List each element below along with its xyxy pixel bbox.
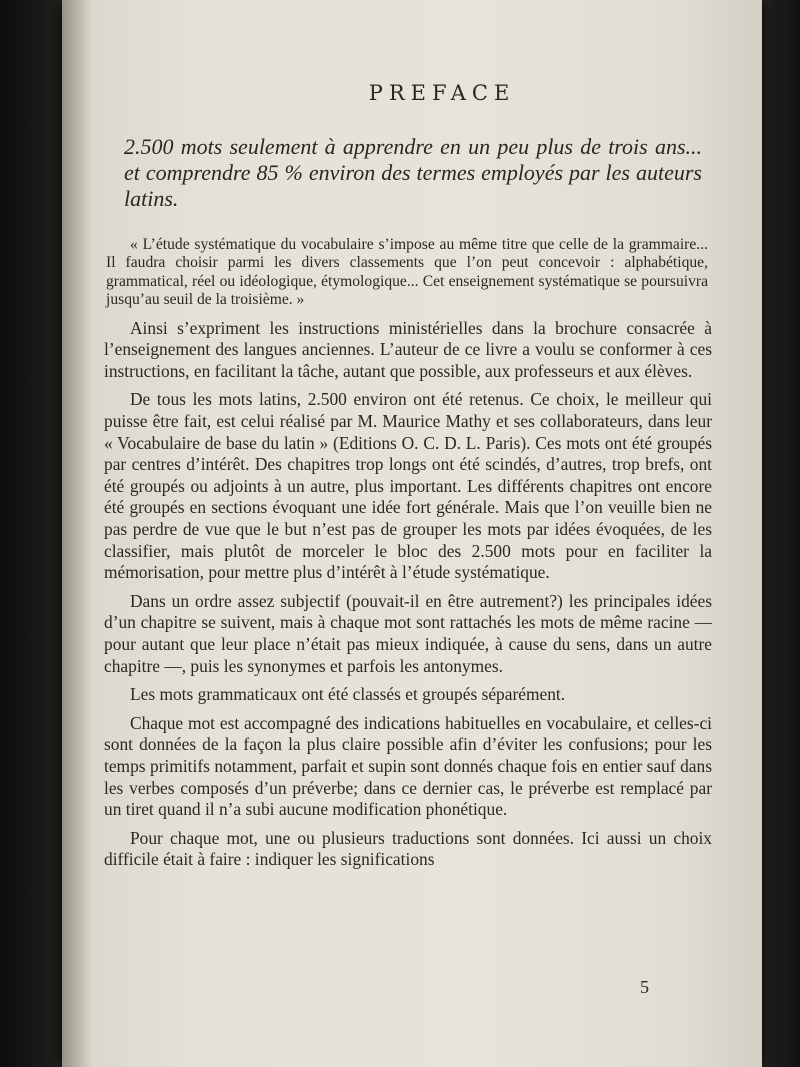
paragraph: Chaque mot est accompagné des indications habituelles en vocabulaire, et celles-ci sont données de la façon la plus claire possible afin d’éviter les confusions; pour les temps primitifs notamment, parfait et supin sont donnés chaque fois en entier sauf dans les verbes composés d’un préverbe; dans ce dernier cas, le préverbe est remplacé par un tiret quand il n’a subi aucune modification phonétique. [104,712,712,820]
epigraph: 2.500 mots seulement à apprendre en un peu plus de trois ans... et comprendre 85 % environ des termes employés par les auteurs latins. [124,134,702,211]
paragraph: De tous les mots latins, 2.500 environ ont été retenus. Ce choix, le meilleur qui puisse être fait, est celui réalisé par M. Maurice Mathy et ses collaborateurs, dans leur « Vocabulaire de base du latin » (Editions O. C. D. L. Paris). Ces mots ont été groupés par centres d’intérêt. Des chapitres trop longs ont été scindés, d’autres, trop brefs, ont été groupés ou adjoints à un autre, plus important. Les différents chapitres ont encore été groupés en sections évoquant une idée fort générale. Mais que l’on veuille bien ne pas perdre de vue que le but n’est pas de grouper les mots par idées évoquées, de les classifier, mais plutôt de morceler le bloc des 2.500 mots pour en faciliter la mémorisation, pour mettre plus d’intérêt à l’étude systématique. [104,389,712,583]
page-edge [760,0,800,1067]
page-number: 5 [640,977,649,997]
paragraph: Dans un ordre assez subjectif (pouvait-il en être autrement?) les principales idées d’un chapitre se suivent, mais à chaque mot sont rattachés les mots de même racine — pour autant que leur place n’était pas mieux indiquée, à cause du sens, dans un autre chapitre —, puis les synonymes et parfois les antonymes. [104,590,712,676]
book-spine [0,0,62,1067]
page-title: PREFACE [368,81,516,105]
gutter-shadow [62,0,92,1067]
quotation-paragraph: « L’étude systématique du vocabulaire s’impose au même titre que celle de la grammaire... Il faudra choisir parmi les divers classements que l’on peut concevoir : alphabétique, grammatical, réel ou idéologique, étymologique... Cet enseignement systématique se poursuivra jusqu’au seuil de la troisième. » [106,236,708,309]
book-page [62,0,762,1067]
paragraph: Les mots grammaticaux ont été classés et groupés séparément. [130,684,566,705]
page-body [104,236,712,878]
paragraph: Pour chaque mot, une ou plusieurs traductions sont données. Ici aussi un choix difficile était à faire : indiquer les significations [104,827,712,870]
paragraph: Ainsi s’expriment les instructions ministérielles dans la brochure consacrée à l’enseignement des langues anciennes. L’auteur de ce livre a voulu se conformer à ces instructions, en facilitant la tâche, autant que possible, aux professeurs et aux élèves. [104,317,712,381]
